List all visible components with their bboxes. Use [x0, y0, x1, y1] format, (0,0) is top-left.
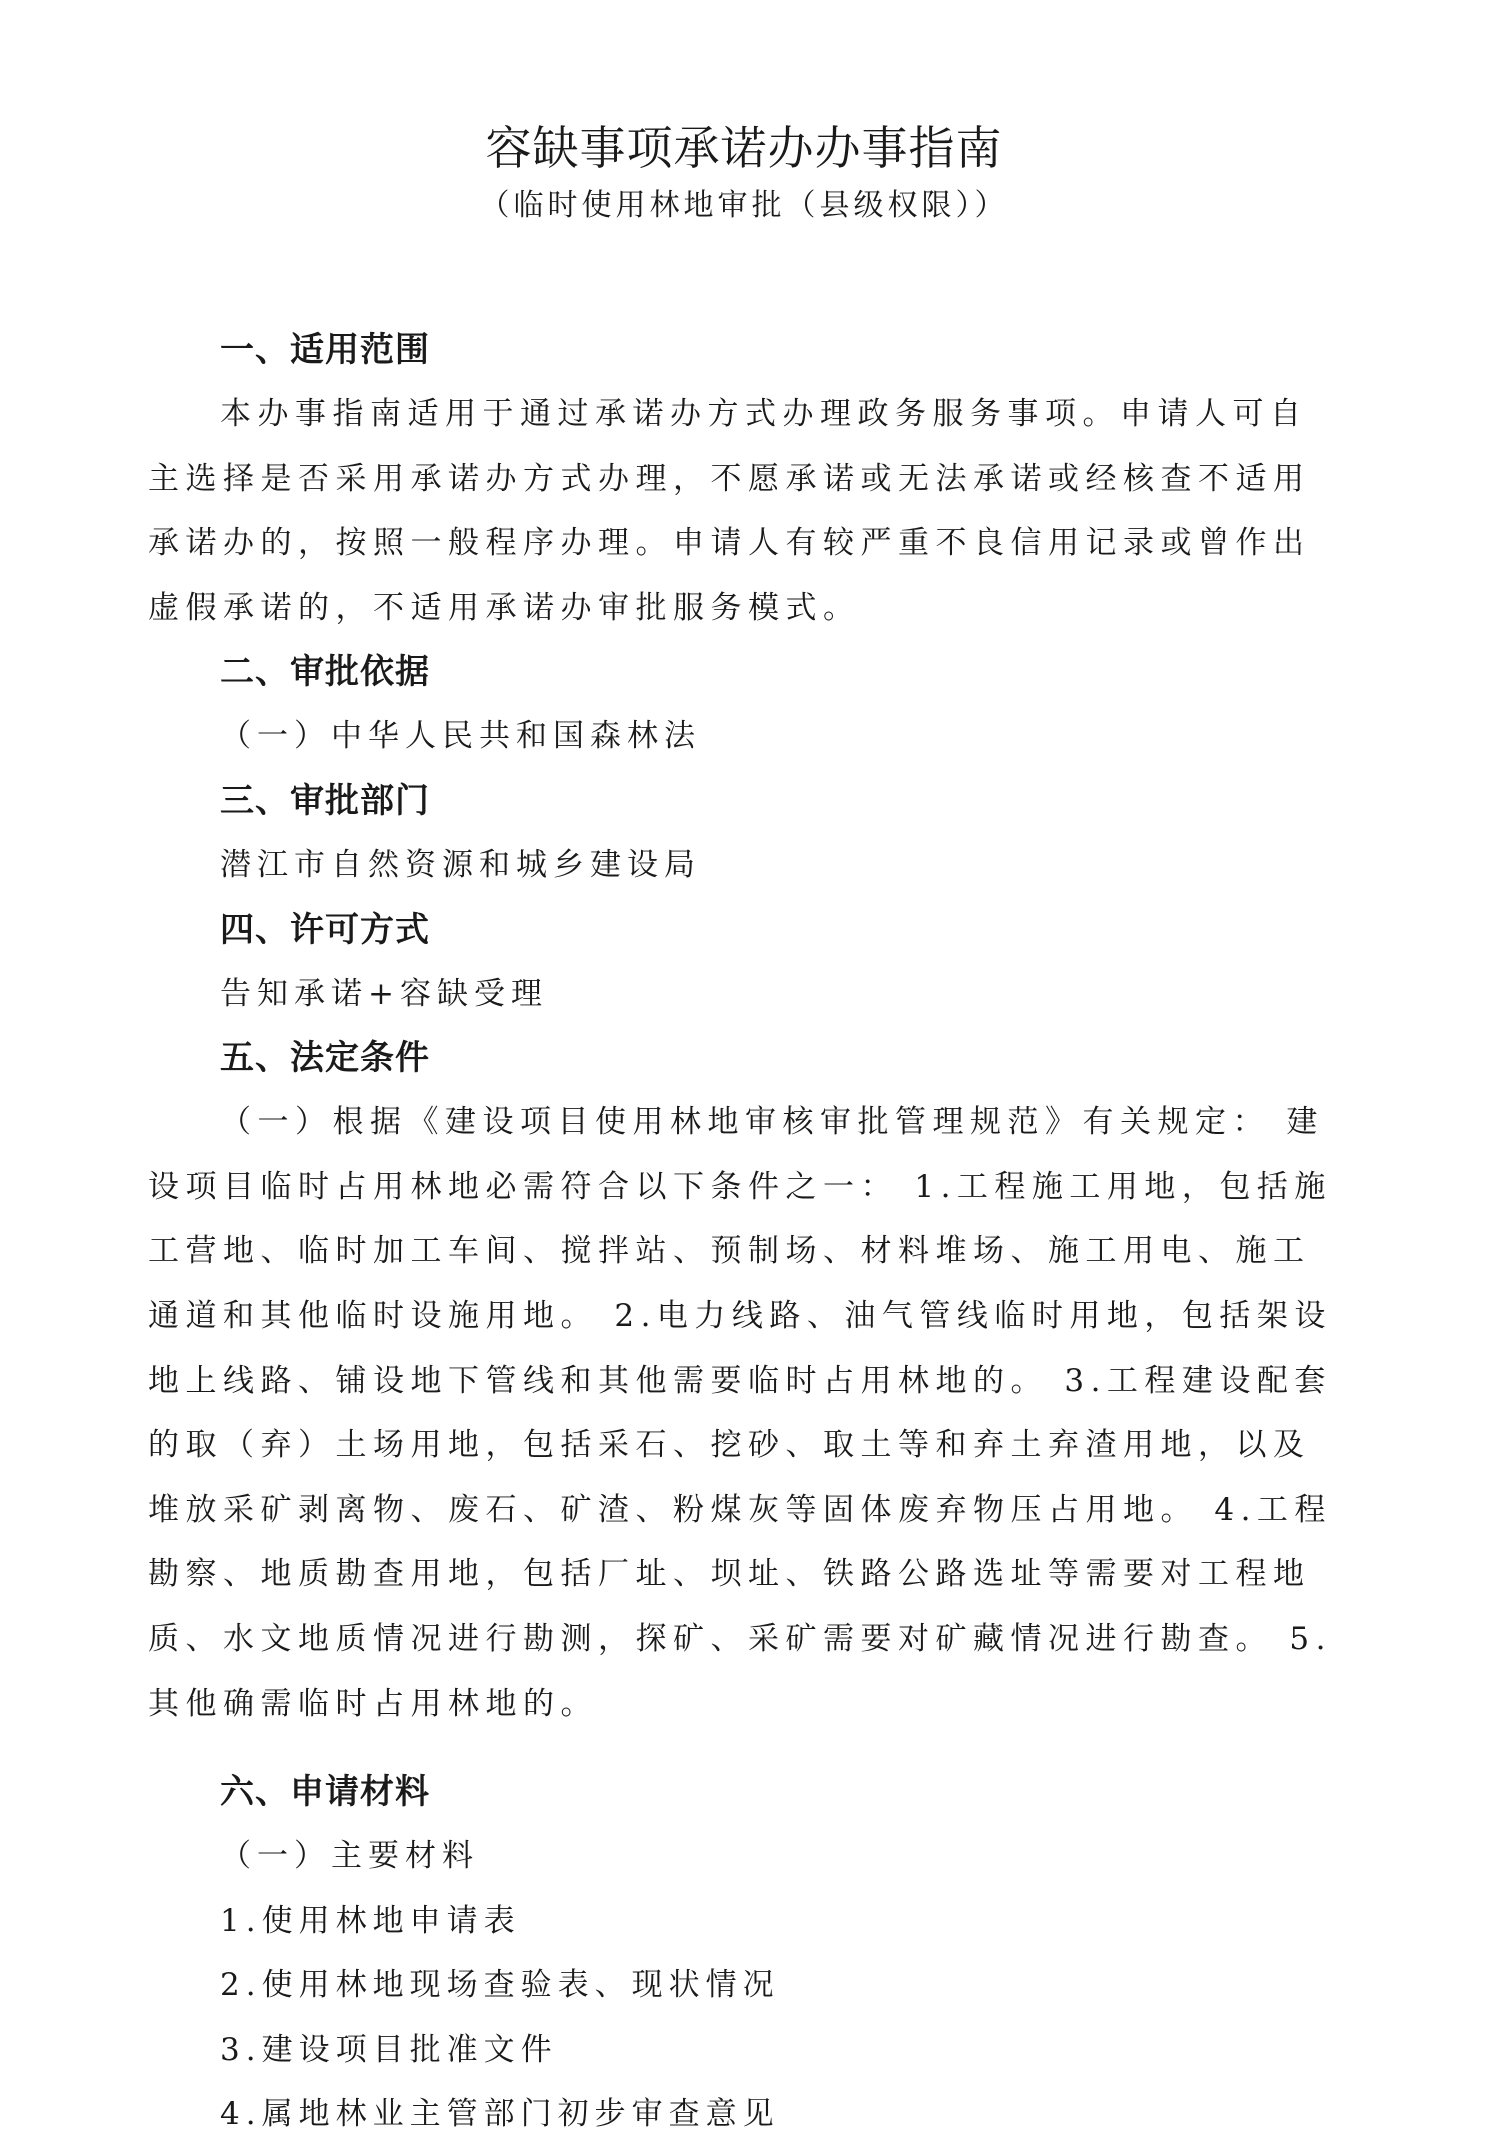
section-heading-conditions: 五、法定条件: [220, 1038, 430, 1079]
section-heading-basis: 二、审批依据: [220, 652, 430, 693]
conditions-paragraph: （一）根据《建设项目使用林地审核审批管理规范》有关规定： 建设项目临时占用林地必需符合以下条件之一： 1.工程施工用地，包括施工营地、临时加工车间、搅拌站、预制场、材料堆场、施工用电、施工通道和其他临时设施用地。 2.电力线路、油气管线临时用地，包括架设地上线路、铺设地下管线和其他需要临时占用林地的。 3.工程建设配套的取（弃）土场用地，包括采石、挖砂、取土等和弃土弃渣用地，以及堆放采矿剥离物、废石、矿渣、粉煤灰等固体废弃物压占用地。 4.工程勘察、地质勘查用地，包括厂址、坝址、铁路公路选址等需要对工程地质、水文地质情况进行勘测，探矿、采矿需要对矿藏情况进行勘查。 5.其他确需临时占用林地的。: [148, 1104, 1332, 1722]
materials-list-item: 2.使用林地现场查验表、现状情况: [220, 1967, 780, 2004]
section-heading-permit-method: 四、许可方式: [220, 909, 430, 950]
section-spacer: [148, 1736, 1338, 1760]
permit-method-value: 告知承诺+容缺受理: [220, 975, 548, 1012]
scope-paragraph: 本办事指南适用于通过承诺办方式办理政务服务事项。申请人可自主选择是否采用承诺办方式办理，不愿承诺或无法承诺或经核查不适用承诺办的，按照一般程序办理。申请人有较严重不良信用记录或曾作出虚假承诺的，不适用承诺办审批服务模式。: [148, 396, 1311, 626]
materials-list-item: 1.使用林地申请表: [220, 1902, 521, 1939]
materials-list-item: 3.建设项目批准文件: [220, 2031, 558, 2068]
materials-sub-heading: （一）主要材料: [220, 1838, 479, 1875]
section-heading-scope: 一、适用范围: [220, 330, 430, 370]
department-name: 潜江市自然资源和城乡建设局: [220, 846, 701, 883]
document-subtitle: （临时使用林地审批（县级权限））: [479, 188, 1009, 223]
section-heading-department: 三、审批部门: [220, 780, 430, 821]
document-body: [148, 318, 1338, 2147]
materials-list-item: 4.属地林业主管部门初步审查意见: [220, 2096, 780, 2133]
section-heading-materials: 六、申请材料: [220, 1772, 430, 1813]
document-title: 容缺事项承诺办办事指南: [485, 121, 1003, 175]
basis-item: （一）中华人民共和国森林法: [220, 718, 701, 755]
